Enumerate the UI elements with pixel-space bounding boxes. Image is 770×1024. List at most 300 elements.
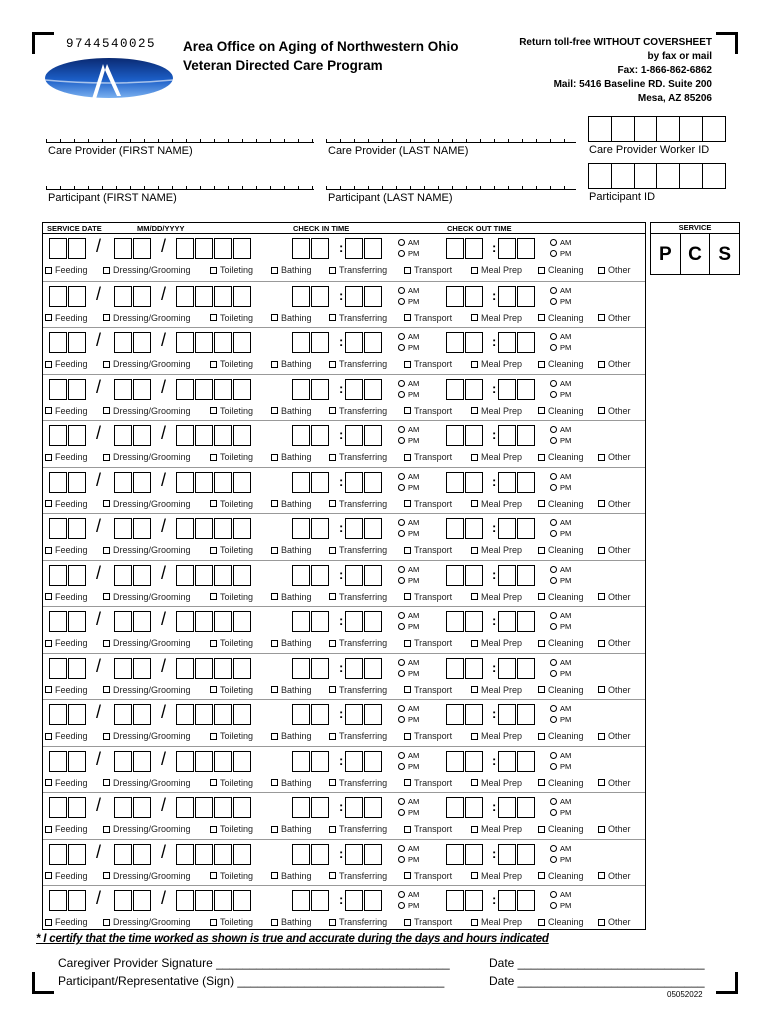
entry-box[interactable] (465, 238, 483, 259)
entry-box[interactable] (114, 797, 132, 818)
entry-box[interactable] (517, 611, 535, 632)
entry-box[interactable] (292, 565, 310, 586)
entry-box[interactable] (465, 379, 483, 400)
entry-box[interactable] (214, 658, 232, 679)
entry-box[interactable] (68, 472, 86, 493)
task-checkbox[interactable] (329, 824, 387, 834)
entry-box[interactable] (214, 844, 232, 865)
task-checkbox[interactable] (103, 359, 191, 369)
entry-box[interactable] (114, 425, 132, 446)
entry-box[interactable] (214, 611, 232, 632)
task-checkbox[interactable] (538, 592, 584, 602)
task-checkbox[interactable] (404, 778, 452, 788)
task-checkbox[interactable] (404, 313, 452, 323)
entry-box[interactable] (68, 658, 86, 679)
caregiver-date-line[interactable]: Date ____________________________ (489, 956, 705, 970)
entry-box[interactable] (311, 890, 329, 911)
entry-box[interactable] (176, 890, 194, 911)
entry-box[interactable] (345, 286, 363, 307)
entry-box[interactable] (345, 518, 363, 539)
entry-box[interactable] (176, 704, 194, 725)
pm-radio[interactable] (398, 901, 419, 910)
entry-box[interactable] (214, 332, 232, 353)
am-radio[interactable] (398, 797, 419, 806)
am-radio[interactable] (398, 565, 419, 574)
entry-box[interactable] (498, 472, 516, 493)
task-checkbox[interactable] (103, 638, 191, 648)
task-checkbox[interactable] (471, 452, 522, 462)
task-checkbox[interactable] (598, 778, 631, 788)
entry-box[interactable] (214, 286, 232, 307)
entry-box[interactable] (345, 425, 363, 446)
entry-box[interactable] (176, 332, 194, 353)
entry-box[interactable] (446, 797, 464, 818)
entry-box[interactable] (364, 238, 382, 259)
am-radio[interactable] (550, 472, 571, 481)
task-checkbox[interactable] (329, 778, 387, 788)
care-provider-worker-id-boxes[interactable] (588, 116, 725, 142)
entry-box[interactable] (214, 751, 232, 772)
entry-box[interactable] (49, 658, 67, 679)
entry-box[interactable] (49, 751, 67, 772)
entry-box[interactable] (233, 797, 251, 818)
task-checkbox[interactable] (471, 871, 522, 881)
task-checkbox[interactable] (404, 406, 452, 416)
task-checkbox[interactable] (471, 638, 522, 648)
entry-box[interactable] (49, 611, 67, 632)
pm-radio[interactable] (550, 808, 571, 817)
entry-box[interactable] (195, 890, 213, 911)
entry-box[interactable] (446, 425, 464, 446)
task-checkbox[interactable] (271, 545, 312, 555)
task-checkbox[interactable] (271, 685, 312, 695)
am-radio[interactable] (550, 844, 571, 853)
entry-box[interactable] (114, 658, 132, 679)
entry-box[interactable] (68, 286, 86, 307)
entry-box[interactable] (176, 379, 194, 400)
entry-box[interactable] (465, 890, 483, 911)
entry-box[interactable] (49, 379, 67, 400)
entry-box[interactable] (311, 518, 329, 539)
entry-box[interactable] (446, 890, 464, 911)
am-radio[interactable] (398, 844, 419, 853)
entry-box[interactable] (345, 238, 363, 259)
task-checkbox[interactable] (210, 545, 253, 555)
entry-box[interactable] (233, 425, 251, 446)
entry-box[interactable] (233, 379, 251, 400)
entry-box[interactable] (465, 286, 483, 307)
entry-box[interactable] (68, 332, 86, 353)
entry-box[interactable] (498, 658, 516, 679)
entry-box[interactable] (311, 286, 329, 307)
task-checkbox[interactable] (103, 824, 191, 834)
am-radio[interactable] (550, 425, 571, 434)
pm-radio[interactable] (398, 343, 419, 352)
entry-box[interactable] (133, 890, 151, 911)
task-checkbox[interactable] (538, 824, 584, 834)
am-radio[interactable] (398, 890, 419, 899)
task-checkbox[interactable] (210, 359, 253, 369)
entry-box[interactable] (498, 751, 516, 772)
task-checkbox[interactable] (404, 871, 452, 881)
task-checkbox[interactable] (471, 731, 522, 741)
am-radio[interactable] (550, 565, 571, 574)
entry-box[interactable] (133, 611, 151, 632)
entry-box[interactable] (311, 425, 329, 446)
pm-radio[interactable] (398, 390, 419, 399)
entry-box[interactable] (214, 797, 232, 818)
task-checkbox[interactable] (598, 406, 631, 416)
entry-box[interactable] (498, 286, 516, 307)
entry-box[interactable] (465, 425, 483, 446)
task-checkbox[interactable] (103, 499, 191, 509)
task-checkbox[interactable] (210, 824, 253, 834)
entry-box[interactable] (133, 332, 151, 353)
entry-box[interactable] (49, 238, 67, 259)
entry-box[interactable] (517, 844, 535, 865)
entry-box[interactable] (517, 704, 535, 725)
task-checkbox[interactable] (598, 545, 631, 555)
entry-box[interactable] (133, 658, 151, 679)
pm-radio[interactable] (398, 249, 419, 258)
task-checkbox[interactable] (210, 313, 253, 323)
pm-radio[interactable] (398, 436, 419, 445)
entry-box[interactable] (311, 565, 329, 586)
pm-radio[interactable] (398, 576, 419, 585)
entry-box[interactable] (311, 379, 329, 400)
task-checkbox[interactable] (210, 499, 253, 509)
task-checkbox[interactable] (329, 731, 387, 741)
entry-box[interactable] (133, 238, 151, 259)
pm-radio[interactable] (550, 715, 571, 724)
entry-box[interactable] (446, 332, 464, 353)
caregiver-signature-line[interactable]: Caregiver Provider Signature ___________________________________ (58, 956, 450, 970)
task-checkbox[interactable] (538, 359, 584, 369)
entry-box[interactable] (176, 658, 194, 679)
entry-box[interactable] (114, 565, 132, 586)
am-radio[interactable] (550, 658, 571, 667)
entry-box[interactable] (517, 797, 535, 818)
task-checkbox[interactable] (271, 731, 312, 741)
entry-box[interactable] (292, 844, 310, 865)
entry-box[interactable] (68, 611, 86, 632)
am-radio[interactable] (550, 518, 571, 527)
entry-box[interactable] (292, 658, 310, 679)
am-radio[interactable] (398, 658, 419, 667)
entry-box[interactable] (133, 704, 151, 725)
entry-box[interactable] (176, 565, 194, 586)
entry-box[interactable] (498, 704, 516, 725)
entry-box[interactable] (233, 565, 251, 586)
entry-box[interactable] (465, 565, 483, 586)
task-checkbox[interactable] (103, 778, 191, 788)
entry-box[interactable] (345, 704, 363, 725)
task-checkbox[interactable] (538, 685, 584, 695)
pm-radio[interactable] (398, 762, 419, 771)
entry-box[interactable] (214, 238, 232, 259)
entry-box[interactable] (195, 472, 213, 493)
entry-box[interactable] (133, 518, 151, 539)
task-checkbox[interactable] (598, 731, 631, 741)
entry-box[interactable] (292, 751, 310, 772)
entry-box[interactable] (214, 890, 232, 911)
task-checkbox[interactable] (471, 265, 522, 275)
entry-box[interactable] (517, 890, 535, 911)
task-checkbox[interactable] (404, 265, 452, 275)
entry-box[interactable] (233, 658, 251, 679)
entry-box[interactable] (68, 425, 86, 446)
task-checkbox[interactable] (45, 406, 88, 416)
entry-box[interactable] (68, 751, 86, 772)
entry-box[interactable] (364, 425, 382, 446)
entry-box[interactable] (465, 332, 483, 353)
task-checkbox[interactable] (538, 313, 584, 323)
entry-box[interactable] (49, 332, 67, 353)
task-checkbox[interactable] (329, 917, 387, 927)
entry-box[interactable] (176, 797, 194, 818)
entry-box[interactable] (465, 472, 483, 493)
entry-box[interactable] (446, 565, 464, 586)
task-checkbox[interactable] (471, 685, 522, 695)
entry-box[interactable] (68, 518, 86, 539)
entry-box[interactable] (133, 844, 151, 865)
task-checkbox[interactable] (210, 406, 253, 416)
entry-box[interactable] (176, 238, 194, 259)
am-radio[interactable] (550, 611, 571, 620)
entry-box[interactable] (176, 751, 194, 772)
entry-box[interactable] (465, 611, 483, 632)
task-checkbox[interactable] (598, 871, 631, 881)
task-checkbox[interactable] (103, 871, 191, 881)
entry-box[interactable] (498, 518, 516, 539)
task-checkbox[interactable] (210, 778, 253, 788)
task-checkbox[interactable] (271, 592, 312, 602)
task-checkbox[interactable] (210, 685, 253, 695)
entry-box[interactable] (114, 704, 132, 725)
entry-box[interactable] (68, 704, 86, 725)
entry-box[interactable] (114, 332, 132, 353)
task-checkbox[interactable] (45, 545, 88, 555)
entry-box[interactable] (114, 286, 132, 307)
entry-box[interactable] (233, 751, 251, 772)
task-checkbox[interactable] (598, 313, 631, 323)
task-checkbox[interactable] (45, 778, 88, 788)
entry-box[interactable] (195, 751, 213, 772)
task-checkbox[interactable] (471, 824, 522, 834)
entry-box[interactable] (498, 425, 516, 446)
entry-box[interactable] (498, 238, 516, 259)
entry-box[interactable] (195, 704, 213, 725)
entry-box[interactable] (364, 890, 382, 911)
task-checkbox[interactable] (404, 731, 452, 741)
entry-box[interactable] (133, 286, 151, 307)
entry-box[interactable] (49, 565, 67, 586)
entry-box[interactable] (114, 472, 132, 493)
entry-box[interactable] (446, 472, 464, 493)
pm-radio[interactable] (398, 622, 419, 631)
task-checkbox[interactable] (404, 638, 452, 648)
entry-box[interactable] (292, 704, 310, 725)
task-checkbox[interactable] (271, 499, 312, 509)
entry-box[interactable] (498, 379, 516, 400)
task-checkbox[interactable] (103, 452, 191, 462)
task-checkbox[interactable] (45, 313, 88, 323)
task-checkbox[interactable] (329, 359, 387, 369)
entry-box[interactable] (517, 565, 535, 586)
am-radio[interactable] (550, 332, 571, 341)
entry-box[interactable] (364, 565, 382, 586)
participant-signature-line[interactable]: Participant/Representative (Sign) _______________________________ (58, 974, 445, 988)
task-checkbox[interactable] (598, 592, 631, 602)
am-radio[interactable] (398, 379, 419, 388)
task-checkbox[interactable] (404, 499, 452, 509)
task-checkbox[interactable] (598, 917, 631, 927)
task-checkbox[interactable] (210, 731, 253, 741)
entry-box[interactable] (364, 379, 382, 400)
entry-box[interactable] (498, 844, 516, 865)
entry-box[interactable] (292, 332, 310, 353)
entry-box[interactable] (176, 844, 194, 865)
entry-box[interactable] (233, 332, 251, 353)
pm-radio[interactable] (550, 762, 571, 771)
am-radio[interactable] (398, 611, 419, 620)
pm-radio[interactable] (550, 436, 571, 445)
entry-box[interactable] (311, 238, 329, 259)
entry-box[interactable] (68, 890, 86, 911)
entry-box[interactable] (195, 518, 213, 539)
entry-box[interactable] (233, 238, 251, 259)
pm-radio[interactable] (398, 669, 419, 678)
task-checkbox[interactable] (471, 313, 522, 323)
entry-box[interactable] (195, 379, 213, 400)
task-checkbox[interactable] (210, 592, 253, 602)
entry-box[interactable] (446, 518, 464, 539)
entry-box[interactable] (364, 518, 382, 539)
entry-box[interactable] (133, 472, 151, 493)
task-checkbox[interactable] (271, 824, 312, 834)
pm-radio[interactable] (550, 576, 571, 585)
task-checkbox[interactable] (404, 592, 452, 602)
task-checkbox[interactable] (598, 685, 631, 695)
entry-box[interactable] (364, 332, 382, 353)
pm-radio[interactable] (550, 297, 571, 306)
entry-box[interactable] (446, 286, 464, 307)
entry-box[interactable] (446, 751, 464, 772)
task-checkbox[interactable] (538, 778, 584, 788)
entry-box[interactable] (311, 751, 329, 772)
am-radio[interactable] (398, 332, 419, 341)
entry-box[interactable] (195, 238, 213, 259)
entry-box[interactable] (49, 890, 67, 911)
entry-box[interactable] (233, 472, 251, 493)
entry-box[interactable] (311, 658, 329, 679)
task-checkbox[interactable] (329, 452, 387, 462)
task-checkbox[interactable] (471, 917, 522, 927)
entry-box[interactable] (465, 658, 483, 679)
task-checkbox[interactable] (598, 452, 631, 462)
entry-box[interactable] (114, 518, 132, 539)
pm-radio[interactable] (550, 855, 571, 864)
pm-radio[interactable] (550, 249, 571, 258)
task-checkbox[interactable] (271, 871, 312, 881)
task-checkbox[interactable] (210, 452, 253, 462)
entry-box[interactable] (233, 704, 251, 725)
am-radio[interactable] (550, 704, 571, 713)
task-checkbox[interactable] (271, 778, 312, 788)
entry-box[interactable] (176, 286, 194, 307)
entry-box[interactable] (311, 797, 329, 818)
entry-box[interactable] (345, 751, 363, 772)
task-checkbox[interactable] (538, 499, 584, 509)
entry-box[interactable] (214, 704, 232, 725)
entry-box[interactable] (214, 518, 232, 539)
entry-box[interactable] (311, 611, 329, 632)
pm-radio[interactable] (398, 529, 419, 538)
entry-box[interactable] (68, 565, 86, 586)
entry-box[interactable] (311, 704, 329, 725)
am-radio[interactable] (550, 797, 571, 806)
participant-date-line[interactable]: Date ____________________________ (489, 974, 705, 988)
entry-box[interactable] (176, 518, 194, 539)
task-checkbox[interactable] (538, 871, 584, 881)
entry-box[interactable] (517, 286, 535, 307)
task-checkbox[interactable] (471, 778, 522, 788)
entry-box[interactable] (292, 425, 310, 446)
entry-box[interactable] (176, 472, 194, 493)
entry-box[interactable] (195, 332, 213, 353)
entry-box[interactable] (311, 332, 329, 353)
task-checkbox[interactable] (404, 452, 452, 462)
pm-radio[interactable] (398, 483, 419, 492)
entry-box[interactable] (345, 379, 363, 400)
task-checkbox[interactable] (210, 871, 253, 881)
task-checkbox[interactable] (45, 452, 88, 462)
entry-box[interactable] (364, 611, 382, 632)
entry-box[interactable] (345, 332, 363, 353)
task-checkbox[interactable] (538, 731, 584, 741)
am-radio[interactable] (398, 286, 419, 295)
entry-box[interactable] (214, 472, 232, 493)
entry-box[interactable] (517, 379, 535, 400)
task-checkbox[interactable] (103, 545, 191, 555)
task-checkbox[interactable] (598, 265, 631, 275)
task-checkbox[interactable] (45, 638, 88, 648)
task-checkbox[interactable] (538, 638, 584, 648)
entry-box[interactable] (133, 379, 151, 400)
entry-box[interactable] (68, 844, 86, 865)
task-checkbox[interactable] (329, 313, 387, 323)
task-checkbox[interactable] (45, 499, 88, 509)
entry-box[interactable] (292, 611, 310, 632)
entry-box[interactable] (292, 797, 310, 818)
task-checkbox[interactable] (271, 917, 312, 927)
task-checkbox[interactable] (45, 824, 88, 834)
pm-radio[interactable] (398, 855, 419, 864)
entry-box[interactable] (465, 751, 483, 772)
entry-box[interactable] (114, 238, 132, 259)
entry-box[interactable] (133, 425, 151, 446)
task-checkbox[interactable] (103, 917, 191, 927)
entry-box[interactable] (133, 797, 151, 818)
entry-box[interactable] (364, 472, 382, 493)
task-checkbox[interactable] (471, 499, 522, 509)
task-checkbox[interactable] (45, 592, 88, 602)
entry-box[interactable] (114, 751, 132, 772)
task-checkbox[interactable] (45, 731, 88, 741)
entry-box[interactable] (49, 844, 67, 865)
entry-box[interactable] (345, 565, 363, 586)
pm-radio[interactable] (550, 901, 571, 910)
